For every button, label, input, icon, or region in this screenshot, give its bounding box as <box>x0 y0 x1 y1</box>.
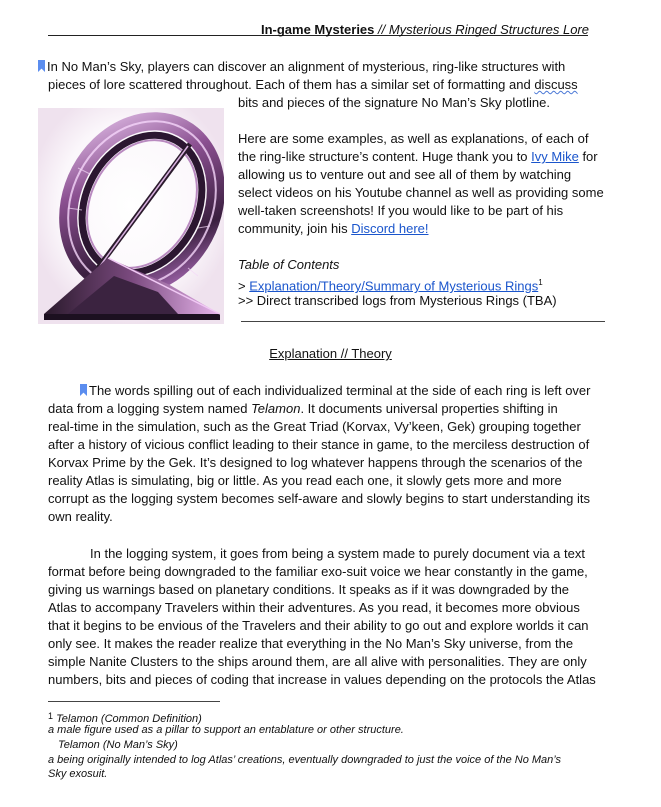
footnote-divider <box>48 701 220 702</box>
header-title-bold: In-game Mysteries <box>260 22 375 37</box>
para2-line-3: giving us warnings based on planetary conditions. It speaks as if it was downgraded by the <box>48 582 570 597</box>
para1-line-2 <box>48 400 558 418</box>
toc-link-explanation[interactable]: Explanation/Theory/Summary of Mysterious Rings <box>249 278 539 294</box>
para1-line-3: real-time in the simulation, such as the Great Triad (Korvax, Vy’keen, Gek) grouping together <box>48 419 581 434</box>
examples-line-4: select videos on his Youtube channel as well as providing some <box>238 185 604 200</box>
telamon-term: Telamon <box>251 401 301 416</box>
footnote-1-definition: a male figure used as a pillar to support an entablature or other structure. <box>48 724 404 736</box>
intro-line-3: bits and pieces of the signature No Man’s Sky plotline. <box>238 95 550 110</box>
intro-line-1 <box>38 58 565 76</box>
examples-line-2 <box>238 148 598 166</box>
intro-text-1: In No Man’s Sky, players can discover an alignment of mysterious, ring-like structures with <box>47 59 566 74</box>
spellcheck-word[interactable]: discuss <box>534 77 578 92</box>
para1-line-4: after a history of vicious conflict leading to their stance in game, to the merciless destruction of <box>48 437 590 452</box>
examples-text-6: community, join his <box>238 221 352 236</box>
para1-text-1: The words spilling out of each individualized terminal at the side of each ring is left over <box>89 383 591 398</box>
ivy-mike-link[interactable]: Ivy Mike <box>531 149 579 164</box>
toc-item-1-prefix: > <box>238 278 250 294</box>
examples-line-3: allowing us to venture out and see all of them by watching <box>238 167 572 182</box>
para2-line-7: simple Nanite Clusters to the ships around them, are all alive with personalities. They are only <box>48 654 587 669</box>
ring-structure-image <box>38 108 224 324</box>
toc-divider <box>241 321 605 322</box>
toc-item-2: >> Direct transcribed logs from Mysterious Rings (TBA) <box>238 293 557 308</box>
para1-line-6: reality Atlas is simulating, big or little. As you read each one, it slowly gets more and more <box>48 473 562 488</box>
examples-line-6 <box>238 220 429 238</box>
examples-line-1: Here are some examples, as well as explanations, of each of <box>238 131 589 146</box>
footnote-ref[interactable]: 1 <box>538 278 543 287</box>
footnote-2-title: Telamon (No Man’s Sky) <box>58 739 178 751</box>
page-header <box>261 22 589 38</box>
para2-line-2: format before being downgraded to the familiar exo-suit voice we hear constantly in the game, <box>48 564 588 579</box>
intro-line-2 <box>48 76 578 94</box>
para1-line-1 <box>80 382 591 400</box>
footnote-mark: 1 <box>48 711 54 721</box>
examples-text-2b: for <box>578 149 598 164</box>
footnote-1-title-text: Telamon (Common Definition) <box>56 713 202 725</box>
discord-link[interactable]: Discord here! <box>351 221 429 236</box>
section-title <box>0 346 661 361</box>
para1-line-7: corrupt as the logging system becomes self-aware and slowly begins to start understanding its <box>48 491 590 506</box>
section-title-text: Explanation // Theory <box>269 346 392 361</box>
para2-line-5: that it begins to be envious of the Travelers and their ability to go out and explore worlds it can <box>48 618 589 633</box>
header-separator: // <box>374 22 389 37</box>
para2-line-8: numbers, bits and pieces of coding that increase in values depending on the protocols the Atlas <box>48 672 596 687</box>
footnote-2-definition-1: a being originally intended to log Atlas’ creations, eventually downgraded to just the voice of the No Man’s <box>48 754 562 766</box>
header-title-italic: Mysterious Ringed Structures Lore <box>388 22 589 37</box>
examples-text-2: the ring-like structure’s content. Huge thank you to <box>238 149 532 164</box>
toc-title: Table of Contents <box>238 257 340 272</box>
bookmark-icon[interactable] <box>38 60 45 72</box>
para2-line-6: only see. It makes the reader realize that everything in the No Man’s Sky universe, from the <box>48 636 574 651</box>
para2-line-1: In the logging system, it goes from being a system made to purely document via a text <box>90 546 585 561</box>
para2-line-4: Atlas to accompany Travelers within their adventures. As you read, it becomes more obvious <box>48 600 580 615</box>
bookmark-icon[interactable] <box>80 384 87 396</box>
para1-text-2a: data from a logging system named <box>48 401 252 416</box>
para1-line-8: own reality. <box>48 509 113 524</box>
intro-text-2: pieces of lore scattered throughout. Each of them has a similar set of formatting and <box>48 77 535 92</box>
para1-line-5: Korvax Prime by the Gek. It’s designed to log whatever happens through the scenarios of the <box>48 455 583 470</box>
footnote-2-definition-2: Sky exosuit. <box>48 768 108 780</box>
para1-text-2b: . It documents universal properties shifting in <box>300 401 558 416</box>
examples-line-5: well-taken screenshots! If you would like to be part of his <box>238 203 564 218</box>
